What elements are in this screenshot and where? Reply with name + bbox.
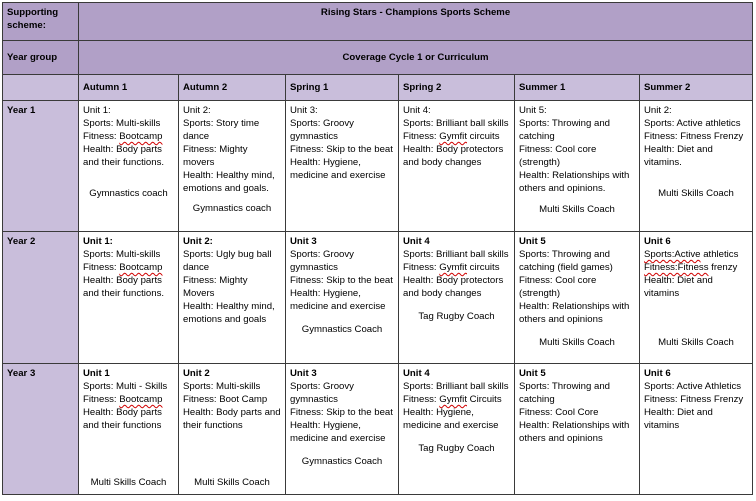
unit-label: Unit 3 (290, 368, 317, 379)
unit-cell (79, 364, 179, 495)
year-label: Year 3 (3, 364, 79, 495)
fitness-text: Fitness:Fitness frenzy (644, 262, 738, 273)
health-text: Health: Hygiene, medicine and exercise (290, 157, 386, 181)
health-text: Health: Body parts and their functions. (83, 144, 165, 168)
scheme-title: Rising Stars - Champions Sports Scheme (79, 3, 753, 41)
health-text: Health: Diet and vitamins (644, 407, 713, 431)
health-text: Health: Body protectors and body changes (403, 275, 504, 299)
coach-text: Gymnastics Coach (301, 456, 383, 467)
fitness-text: Fitness: Mighty Movers (183, 275, 248, 299)
unit-cell (179, 101, 286, 232)
term-header-row (3, 75, 753, 101)
fitness-text: Fitness: Bootcamp (83, 394, 163, 405)
health-text: Health: Relationships with others and opinions (519, 301, 630, 325)
fitness-text: Fitness: Skip to the beat (290, 144, 393, 155)
unit-cell (179, 232, 286, 364)
unit-label: Unit 6 (644, 368, 671, 379)
health-text: Health: Relationships with others and opinions. (519, 170, 630, 194)
coach-text: Gymnastics coach (192, 203, 272, 214)
sports-text: Sports: Active athletics (644, 118, 741, 129)
health-text: Health: Relationships with others and opinions (519, 420, 630, 444)
unit-label: Unit 2: (183, 236, 213, 247)
fitness-text: Fitness: Mighty movers (183, 144, 248, 168)
coach-text: Gymnastics Coach (301, 324, 383, 335)
health-text: Health: Healthy mind, emotions and goals. (183, 170, 275, 194)
term-autumn-2: Autumn 2 (179, 75, 286, 101)
sports-text: Sports: Multi-skills (83, 118, 161, 129)
fitness-text: Fitness: Gymfit Circuits (403, 394, 502, 405)
year-label: Year 1 (3, 101, 79, 232)
unit-label: Unit 1: (83, 236, 113, 247)
term-spring-2: Spring 2 (399, 75, 515, 101)
term-autumn-1: Autumn 1 (79, 75, 179, 101)
fitness-text: Fitness: Fitness Frenzy (644, 394, 744, 405)
fitness-text: Fitness: Fitness Frenzy (644, 131, 744, 142)
unit-cell (515, 101, 640, 232)
curriculum-table (2, 2, 753, 495)
unit-cell (399, 101, 515, 232)
unit-cell (286, 232, 399, 364)
unit-cell (399, 364, 515, 495)
year-label: Year 2 (3, 232, 79, 364)
coach-text: Gymnastics coach (89, 188, 168, 199)
fitness-text: Fitness: Skip to the beat (290, 407, 393, 418)
unit-cell (399, 232, 515, 364)
unit-cell (640, 232, 753, 364)
sports-text: Sports: Throwing and catching (519, 118, 611, 142)
unit-cell (640, 364, 753, 495)
fitness-text: Fitness: Cool Core (519, 407, 599, 418)
fitness-text: Fitness: Gymfit circuits (403, 262, 500, 273)
coach-text: Tag Rugby Coach (418, 443, 495, 454)
coverage-label: Coverage Cycle 1 or Curriculum (79, 41, 753, 75)
sports-text: Sports: Ugly bug ball dance (183, 249, 272, 273)
sports-text: Sports: Multi-skills (183, 381, 261, 392)
fitness-text: Fitness: Bootcamp (83, 131, 163, 142)
unit-label: Unit 6 (644, 236, 671, 247)
sports-text: Sports: Groovy gymnastics (290, 381, 354, 405)
unit-label: Unit 3 (290, 236, 317, 247)
health-text: Health: Hygiene, medicine and exercise (403, 407, 499, 431)
coach-text: Multi Skills Coach (539, 337, 615, 348)
unit-label: Unit 4 (403, 368, 430, 379)
unit-cell (515, 364, 640, 495)
health-text: Health: Hygiene, medicine and exercise (290, 288, 386, 312)
term-corner (3, 75, 79, 101)
fitness-text: Fitness: Skip to the beat (290, 275, 393, 286)
unit-label: Unit 5 (519, 236, 546, 247)
unit-label: Unit 1: (83, 105, 111, 116)
term-summer-1: Summer 1 (515, 75, 640, 101)
sports-text: Sports: Multi - Skills (83, 381, 168, 392)
sports-text: Sports: Groovy gymnastics (290, 249, 354, 273)
unit-cell (286, 364, 399, 495)
unit-cell (640, 101, 753, 232)
sports-text: Sports: Throwing and catching (519, 381, 611, 405)
coach-text: Multi Skills Coach (658, 337, 734, 348)
unit-label: Unit 4: (403, 105, 431, 116)
unit-label: Unit 2: (644, 105, 672, 116)
unit-label: Unit 3: (290, 105, 318, 116)
fitness-text: Fitness: Boot Camp (183, 394, 268, 405)
unit-label: Unit 5 (519, 368, 546, 379)
unit-cell (79, 232, 179, 364)
fitness-text: Fitness: Cool core (strength) (519, 144, 597, 168)
health-text: Health: Body protectors and body changes (403, 144, 504, 168)
coach-text: Multi Skills Coach (90, 477, 167, 488)
sports-text: Sports: Brilliant ball skills (403, 249, 509, 260)
sports-text: Sports: Throwing and catching (field games) (519, 249, 613, 273)
health-text: Health: Body parts and their functions. (83, 275, 165, 299)
year-row (3, 232, 753, 364)
fitness-text: Fitness: Cool core (strength) (519, 275, 597, 299)
coach-text: Multi Skills Coach (194, 477, 270, 488)
sports-text: Sports: Brilliant ball skills (403, 381, 509, 392)
year-row (3, 364, 753, 495)
sports-text: Sports:Active athletics (644, 249, 739, 260)
unit-label: Unit 2 (183, 368, 210, 379)
term-summer-2: Summer 2 (640, 75, 753, 101)
health-text: Health: Diet and vitamins. (644, 144, 713, 168)
sports-text: Sports: Active Athletics (644, 381, 742, 392)
sports-text: Sports: Brilliant ball skills (403, 118, 509, 129)
sports-text: Sports: Multi-skills (83, 249, 161, 260)
sports-text: Sports: Story time dance (183, 118, 260, 142)
health-text: Health: Hygiene, medicine and exercise (290, 420, 386, 444)
unit-cell (515, 232, 640, 364)
unit-label: Unit 4 (403, 236, 430, 247)
year-group-label: Year group (3, 41, 79, 75)
fitness-text: Fitness: Bootcamp (83, 262, 163, 273)
health-text: Health: Diet and vitamins (644, 275, 713, 299)
sports-text: Sports: Groovy gymnastics (290, 118, 354, 142)
coach-text: Multi Skills Coach (658, 188, 734, 199)
coach-text: Multi Skills Coach (539, 204, 615, 215)
unit-label: Unit 2: (183, 105, 211, 116)
health-text: Health: Body parts and their functions (183, 407, 281, 431)
fitness-text: Fitness: Gymfit circuits (403, 131, 500, 142)
health-text: Health: Healthy mind, emotions and goals (183, 301, 275, 325)
health-text: Health: Body parts and their functions (83, 407, 162, 431)
year-row (3, 101, 753, 232)
term-spring-1: Spring 1 (286, 75, 399, 101)
coach-text: Tag Rugby Coach (418, 311, 495, 322)
unit-cell (79, 101, 179, 232)
unit-cell (286, 101, 399, 232)
unit-cell (179, 364, 286, 495)
supporting-scheme-label: Supporting scheme: (3, 3, 79, 41)
unit-label: Unit 5: (519, 105, 547, 116)
unit-label: Unit 1 (83, 368, 110, 379)
